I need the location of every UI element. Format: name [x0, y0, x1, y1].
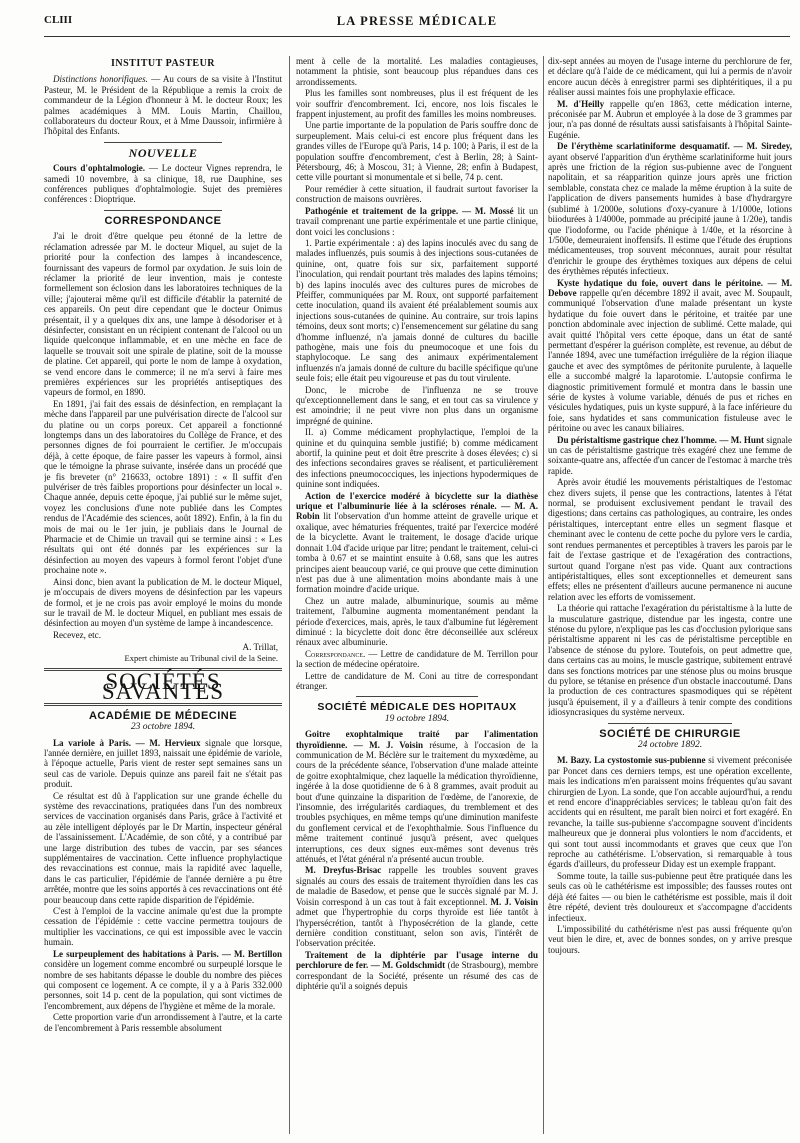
paragraph: Correspondance. — Lettre de candidature de M. Terrillon pour la section de médecine opératoire.	[296, 648, 538, 670]
paragraph: Après avoir étudié les mouvements péristaltiques de l'estomac chez divers sujets, il pense que les contractions, latentes à l'état normal, se produisent exclusivement pendant le travail des digestions; dans certains cas pathologiques, au contraire, les ondes péristaltiques, interceptant entre elles un segment flasque et cheminant avec le contenu de cette poche du pylore vers le cardia, sont rendues permanentes et perceptibles à travers les parois par le fait de l'extase gastrique et de l'exagération des contractions, surtout quand l'organe n'est pas vide. Quant aux contractions antipéristaltiques, elles sont exceptionnelles et demeurent sans effets; elles ne présentent d'ailleurs aucune permanence ni aucune relation avec les efforts de vomissement.	[548, 477, 792, 602]
paragraph: M. d'Heilly rappelle qu'en 1863, cette médication interne, préconisée par M. Aubrun et employée à la dose de 3 grammes par jour, n'a pas donné de résultats aussi satisfaisants à l'hôpital Sainte-Eugénie.	[548, 98, 792, 140]
paragraph: Somme toute, la taille sus-pubienne peut être pratiquée dans les seuls cas où le cathétérisme est impossible; des fausses routes ont déjà été faites — ou bien le cathétérisme est possible, mais il doit être répété, devient très douloureux et s'accompagne d'accidents infectieux.	[548, 870, 792, 923]
section-divider	[356, 696, 478, 697]
section-heading-institut-pasteur: INSTITUT PASTEUR	[110, 58, 216, 69]
session-date: 19 octobre 1894.	[384, 713, 450, 724]
paragraph: Le surpeuplement des habitations à Paris. — M. Bertillon considère un logement comme encombré ou surpeuplé lorsque le nombre de ses habitants dépasse le double du nombre des pièces qui composent ce logement. A ce compte, il y a à Paris 332.000 personnes, soit 14 p. cent de la population, qui sont victimes de l'encombrement, aux dépens de l'hygiène et même de la morale.	[44, 948, 282, 1011]
section-heading-hopitaux: SOCIÉTÉ MÉDICALE DES HOPITAUX	[317, 701, 517, 714]
paragraph: dix-sept années au moyen de l'usage interne du perchlorure de fer, et déclare qu'à l'aide de ce médicament, qui lui a permis de n'avoir encore aucun décès à enregistrer parmi ses diphtéritiques, il a pu réaliser aussi maintes fois une prophylaxie efficace.	[548, 56, 792, 98]
run-in-heading: Cours d'ophtalmologie.	[53, 163, 146, 174]
paragraph: Chez un autre malade, albuminurique, soumis au même traitement, l'albumine augmenta momentanément pendant la période d'exercices, mais, après, le taux d'albumine fut légèrement diminué : la bicyclette doit donc être déconseillée aux scléreux rénaux avec albuminurie.	[296, 595, 538, 648]
paragraph: M. Dreyfus-Brisac rappelle les troubles souvent graves signalés au cours des essais de traitement thyroïdien dans les cas de maladie de Basedow, et pense que le succès signalé par M. J. Voisin correspond à un cas tout à fait exceptionnel. M. J. Voisin admet que l'hypertrophie du corps thyroïde est liée tantôt à l'hypersécrétion, tantôt à l'hyposécrétion de la glande, cette dernière condition constituant, selon son avis, l'intérêt de l'observation précitée.	[296, 865, 538, 949]
run-in-heading: Action de l'exercice modéré à bicyclette sur la diathèse urique et l'albuminurie liée à la scléroses rénale.	[296, 490, 538, 512]
author-name: M. J. Voisin	[490, 896, 538, 907]
run-in-heading: La cystostomie sus-pubienne	[594, 755, 706, 766]
section-heading-nouvelle: NOUVELLE	[128, 145, 198, 160]
section-heading-academie: ACADÉMIE DE MÉDECINE	[88, 709, 238, 722]
column-3	[548, 56, 792, 1136]
author-name: — M. Mossé	[462, 205, 514, 216]
header-rule	[44, 36, 790, 37]
paragraph: En 1891, j'ai fait des essais de désinfection, en remplaçant la mèche dans l'appareil par une pulvérisation directe de l'alcool sur du platine ou un corps poreux. Cet appareil a fonctionné longtemps dans un des laboratoires du Collège de France, et des personnes dignes de foi pourraient le certifier. Je m'occupais déjà, à cette époque, de faire passer les vapeurs à formol, ainsi que le témoigne la phrase suivante, insérée dans un procédé que je fis breveter (n° 216633, octobre 1891) : « Il suffit d'en pulvériser de très faibles proportions pour désinfecter un local ». Chaque année, depuis cette époque, j'ai publié sur le même sujet, voyez les conclusions d'une note publiée dans les Comptes rendus de l'Académie des sciences, août 1892). Enfin, à la fin du mois de mai ou le 1er juin, je publiais dans le Journal de Pharmacie et de Chimie un travail qui se termine ainsi : « Les résultats qui ont été donnés par les expériences sur la désinfection au moyen des vapeurs à formol feront l'objet d'une prochaine note ».	[44, 398, 282, 576]
paragraph: Une partie importante de la population de Paris souffre donc de surpeuplement. Mais celui-ci est encore plus fréquent dans les grandes villes de l'Europe qu'à Paris, 14 p. 100; à Paris, il est de la population souffre d'encombrement, c'est à Berlin, 28; à Saint-Pétersbourg, 46; à Moscou, 31; à Vienne, 28; enfin à Budapest, cette ville pourtant si monumentale et si belle, 74 p. cent.	[296, 120, 538, 183]
author-name: — M. Hervieux	[135, 737, 201, 748]
section-divider	[608, 723, 732, 724]
session-date: 24 octobre 1892.	[637, 740, 703, 750]
run-in-heading: La variole à Paris.	[53, 737, 132, 748]
author-name: — M. Debove	[548, 277, 792, 298]
page-header	[44, 8, 790, 34]
paragraph: Pathogénie et traitement de la grippe. — M. Mossé lit un travail comprenant une partie expérimentale et une partie clinique, dont voici les conclusions :	[296, 205, 538, 237]
paragraph: Ce résultat est dû à l'application sur une grande échelle du système des revaccinations, pratiquées dans l'un des nombreux services de vaccination organisés dans Paris, grâce à l'activité et au zèle intelligent déployés par le Dr Martin, inspecteur général de l'assainissement. L'Académie, de son côté, y a contribué par une large distribution des tubes de vaccin, par ses séances supplémentaires de vaccination. Cette influence prophylactique des revaccinations est connue, mais la rapidité avec laquelle, dans le cas particulier, l'épidémie de l'année dernière a pu être arrêtée, montre que les soins apportés à ces revaccinations ont été pour beaucoup dans cette rapide disparition de l'épidémie.	[44, 790, 282, 905]
paragraph: Du péristaltisme gastrique chez l'homme. — M. Hunt signale un cas de péristaltisme gastrique très exagéré chez une femme de soixante-quatre ans, affectée d'un cancer de l'estomac à marche très rapide.	[548, 434, 792, 476]
paragraph: Lettre de candidature de M. Coni au titre de correspondant étranger.	[296, 670, 538, 691]
session-date: 23 octobre 1894.	[130, 722, 196, 733]
paragraph: La théorie qui rattache l'exagération du péristaltisme à la lutte de la musculature gastrique, distendue par les ingesta, contre une sténose du pylore, n'explique pas les cas d'occlusion pylorique sans péristaltisme apparent ni les cas de péristaltisme perceptible en l'absence de sténose du pylore. Toutefois, on peut admettre que, dans certains cas au moins, le muscle gastrique, subitement entravé dans ses fonctions motrices par une sténose plus ou moins brusque du pylore, se tétanise en présence d'un obstacle inaccoutumé. Dans la production de ces contractures spasmodiques qui se répètent jusqu'à épuisement, il y a d'ailleurs à tenir compte des conditions idiosyncrasiques du système nerveux.	[548, 603, 792, 718]
paragraph: Distinctions honorifiques. — Au cours de sa visite à l'Institut Pasteur, M. le Président de la République a remis la croix de commandeur de la Légion d'honneur à M. le docteur Roux; les palmes académiques à MM. Louis Martin, Chaillou, collaborateurs du docteur Roux, et à Mme Daussoir, infirmière à l'hôpital des Enfants.	[44, 74, 282, 137]
paragraph: C'est à l'emploi de la vaccine animale qu'est due la prompte cessation de l'épidémie : cette vaccine permettra toujours de multiplier les vaccinations, ce qui est impossible avec le vaccin humain.	[44, 906, 282, 948]
section-divider	[104, 142, 222, 143]
paragraph: Plus les familles sont nombreuses, plus il est fréquent de les voir souffrir d'encombrement. Ici, encore, nos lois fiscales le frappent injustement, au profit des familles les moins nombreuses.	[296, 88, 538, 120]
run-in-heading: Correspondance.	[305, 648, 366, 659]
author-name: — M. Goldschmidt	[370, 960, 446, 971]
paragraph: Action de l'exercice modéré à bicyclette sur la diathèse urique et l'albuminurie liée à la scléroses rénale. — M. A. Robin lit l'observation d'un homme atteint de gravelle urique et oxalique, avec hématuries fréquentes, traité par l'exercice modéré de la bicyclette. Avant le traitement, le dosage d'acide urique donnait 1.04 d'acide urique par litre; pendant le traitement, celui-ci tomba à 0.67 et se maintint ensuite à 0.68, sans que les autres principes aient beaucoup varié, ce qui prouve que cette diminution n'est pas due à une alimentation moins abondante mais à une formation moindre d'acide urique.	[296, 490, 538, 595]
run-in-heading: Le surpeuplement des habitations à Paris.	[53, 948, 219, 959]
column-rule-1	[289, 56, 290, 1134]
run-in-heading: Kyste hydatique du foie, ouvert dans le péritoine.	[557, 277, 763, 288]
page-number: CLIII	[44, 14, 73, 26]
run-in-heading: Du péristaltisme gastrique chez l'homme.	[557, 434, 717, 445]
paragraph: 1. Partie expérimentale : a) des lapins inoculés avec du sang de malades influenzés, puis soumis à des injections sous-cutanées de quinine, ont, quatre fois sur six, parfaitement supporté l'inoculation, qui rendait pourtant très malades des lapins témoins; b) des lapins inoculés avec des cultures pures de microbes de Pfeiffer, communiquées par M. Roux, ont supporté parfaitement cette inoculation, quand ils avaient été préalablement soumis aux injections sous-cutanées de quinine. Au contraire, sur trois lapins témoins, deux sont morts; c) l'ensemencement sur gélatine du sang d'homme influenzé, n'a jamais donné de cultures du bacille pathogène, mais une fois du pneumocoque et une fois du staphylocoque. Le sang des animaux expérimentalement influenzés n'a jamais donné de culture du bacille spécifique qu'une seule fois; elle était peu vigoureuse et pas du tout virulente.	[296, 237, 538, 384]
author-name: M. Bazy.	[557, 755, 592, 766]
paragraph: Ainsi donc, bien avant la publication de M. le docteur Miquel, je m'occupais de divers moyens de désinfection par les vapeurs de formol, et je ne crois pas avoir employé le moins du monde sur le travail de M. le docteur Miquel, en publiant mes essais de désinfection au moyen d'un système de lampe à incandescence.	[44, 576, 282, 629]
column-rule-2	[543, 56, 544, 1134]
societes-savantes-title: SOCIÉTÉS SAVANTES	[101, 668, 225, 705]
author-name: — M. J. Voisin	[353, 739, 424, 750]
column-2	[296, 56, 538, 1136]
paragraph: M. Bazy. La cystostomie sus-pubienne si vivement préconisée par Poncet dans ces derniers temps, est une opération excellente, mais les indications m'en paraissent moins fréquentes qu'au savant chirurgien de Lyon. La sonde, que l'on accable aujourd'hui, a rendu et rend encore d'inappréciables services; le tableau qu'on fait des accidents qui en résultent, me paraît bien noirci et fort exagéré. En revanche, la taille sus-pubienne s'accompagne souvent d'incidents malheureux que je donnerai plus volontiers le nom d'accidents, et qui sont tout aussi incommodants et graves que ceux que l'on reproche au cathétérisme. L'observation, si remarquable à tous égards d'ailleurs, du professeur Diday est un exemple frappant.	[548, 755, 792, 870]
section-heading-chirurgie: SOCIÉTÉ DE CHIRURGIE	[599, 727, 741, 740]
paragraph: ment à celle de la mortalité. Les maladies contagieuses, notamment la phtisie, sont beaucoup plus répandues dans ces arrondissements.	[296, 56, 538, 87]
paragraph: Recevez, etc.	[53, 629, 101, 640]
journal-title: LA PRESSE MÉDICALE	[336, 14, 498, 28]
paragraph: Cette proportion varie d'un arrondissement à l'autre, et la carte de l'encombrement à Paris ressemble absolument	[44, 1012, 282, 1033]
run-in-heading: Distinctions honorifiques.	[53, 74, 148, 85]
paragraph: Traitement de la diphtérie par l'usage interne du perchlorure de fer. — M. Goldschmidt (de Strasbourg), membre correspondant de la Société, présente un résumé des cas de diphtérie qu'il a soignés depuis	[296, 949, 538, 991]
author-name: — M. Hunt	[719, 434, 764, 445]
paragraph: Kyste hydatique du foie, ouvert dans le péritoine. — M. Debove rappelle qu'en décembre 1892 il avait, avec M. Soupault, communiqué l'observation d'une malade présentant un kyste hydatique du foie ouvert dans le péritoine, et traitée par une ponction abdominale avec injection de sublimé. Cette malade, qui avait quitté l'hôpital vers cette époque, dans un état de santé permettant d'espérer la guérison complète, est revenue, au début de l'année 1894, avec une tuméfaction irrégulière de la région iliaque gauche et avec des symptômes de péritonite purulente, à laquelle elle a succombé malgré la laparotomie. L'autopsie confirma le diagnostic primitivement formulé et montra dans le bassin une série de kystes à volume variable, dénués de pus et riches en vésicules hydatiques, puis un kyste suppuré, à la face inférieure du foie, sans hydatides et sans communication fistuleuse avec le péritoine ou avec les canaux biliaires.	[548, 277, 792, 434]
author-name: M. d'Heilly	[557, 98, 605, 109]
signature-title: Expert chimiste au Tribunal civil de la Seine.	[124, 652, 278, 663]
author-name: — M. Bertillon	[221, 948, 282, 959]
section-heading-correspondance: CORRESPONDANCE	[104, 214, 222, 227]
author-name: — M. Siredey,	[733, 141, 792, 152]
paragraph: De l'érythème scarlatiniforme desquamatif. — M. Siredey, ayant observé l'apparition d'un érythème scarlatiniforme huit jours après une friction de la région sus-pubienne avec de l'onguent napolitain, et sa réapparition quinze jours après une friction semblable, constata chez ce malade la même éruption à la suite de l'application de divers pansements humides à base d'hydrargyre (sublimé à 1/2000e, solutions d'oxy-cyanure à 1/1000e, lotions biiodurées à 1/4000e, pommade au précipité jaune à 1/20e), tandis que l'iodoforme, ou l'acide phénique à 1/40e, et la résorcine à 1/500e, demeuraient inoffensifs. Il estime que l'étude des éruptions médicamenteuses, trop souvent méconnues, aurait pour résultat d'enrichir le groupe des érythèmes toxiques aux dépens de celui des érythèmes réputés infectieux.	[548, 141, 792, 277]
run-in-heading: Goitre exophtalmique traité par l'alimentation thyroïdienne.	[296, 729, 538, 750]
author-name: M. Dreyfus-Brisac	[305, 865, 382, 876]
paragraph: II. a) Comme médicament prophylactique, l'emploi de la quinine et du quinquina semble justifié; b) comme médicament abortif, la quinine peut et doit être prescrite à doses élevées; c) si des infections secondaires graves se réalisent, et particulièrement des infections pneumococciques, les injections hypodermiques de quinine sont indiquées.	[296, 427, 538, 490]
run-in-heading: De l'érythème scarlatiniforme desquamatif.	[557, 141, 730, 152]
signature-name: A. Trillat,	[242, 642, 278, 653]
paragraph: Cours d'ophtalmologie. — Le docteur Vignes reprendra, le samedi 10 novembre, à sa clinique, 18, rue Dauphine, ses conférences publiques d'ophtalmologie. Sujet des premières conférences : Dioptrique.	[44, 163, 282, 205]
paragraph: Donc, le microbe de l'influenza ne se trouve qu'exceptionnellement dans le sang, et en tout cas sa virulence y est amoindrie; il ne peut vivre non plus dans un organisme imprégné de quinine.	[296, 384, 538, 426]
section-divider	[104, 210, 222, 211]
paragraph: J'ai le droit d'être quelque peu étonné de la lettre de réclamation adressée par M. le docteur Miquel, au sujet de la priorité pour la confection des lampes à incandescence, fournissant des vapeurs de formol par oxydation. Je suis loin de réclamer la priorité de leur invention, mais je conteste formellement son éclosion dans les laboratoires techniques de la ville; j'ajouterai même qu'il est difficile d'établir la paternité de ces appareils. On peut dire cependant que le docteur Onimus présentait, il y a quelques dix ans, une lampe à désodoriser et à désinfecter, consistant en un récipient contenant de l'alcool ou un liquide quelconque inflammable, et en une mèche en face de laquelle se trouvait soit une spirale de platine, soit de la mousse de platine. Cet appareil, qui porte le nom de lampe à oxydation, se vend encore dans le commerce; il ne m'a servi à faire mes premières expériences sur les propriétés antiseptiques des vapeurs de formol, en 1890.	[44, 231, 282, 398]
column-1	[44, 56, 282, 1136]
run-in-heading: Traitement de la diphtérie par l'usage interne du perchlorure de fer.	[296, 949, 538, 971]
paragraph: La variole à Paris. — M. Hervieux signale que lorsque, l'année dernière, en juillet 1893, naissait une épidémie de variole, à l'époque actuelle, Paris vient de rester sept semaines sans un seul cas de variole. Depuis quinze ans pareil fait ne s'était pas produit.	[44, 737, 282, 790]
paragraph: Goitre exophtalmique traité par l'alimentation thyroïdienne. — M. J. Voisin résume, à l'occasion de la communication de M. Béclère sur le traitement du myxœdème, au cours de la précédente séance, l'observation d'une malade atteinte de goitre exophtalmique, chez laquelle la médication thyroïdienne, ingérée à la dose quotidienne de 6 à 8 grammes, avait produit au bout d'une quinzaine la disparition de l'œdème, de l'anorexie, de l'insomnie, des irrégularités cardiaques, du tremblement et des troubles psychiques, en même temps qu'une diminution manifeste du gonflement cervical et de l'exophthalmie. Sous l'influence du même traitement continué jusqu'à présent, avec quelques interruptions, ces deux signes eux-mêmes sont devenus très atténués, et l'état général n'a présenté aucun trouble.	[296, 729, 538, 865]
run-in-heading: Pathogénie et traitement de la grippe.	[305, 205, 459, 216]
author-name: — M. A. Robin	[296, 501, 538, 522]
paragraph: L'impossibilité du cathétérisme n'est pas aussi fréquente qu'on veut bien le dire, et, avec de bonnes sondes, on y arrive presque toujours.	[548, 923, 792, 955]
paragraph: Pour remédier à cette situation, il faudrait surtout favoriser la construction de maisons ouvrières.	[296, 183, 538, 205]
